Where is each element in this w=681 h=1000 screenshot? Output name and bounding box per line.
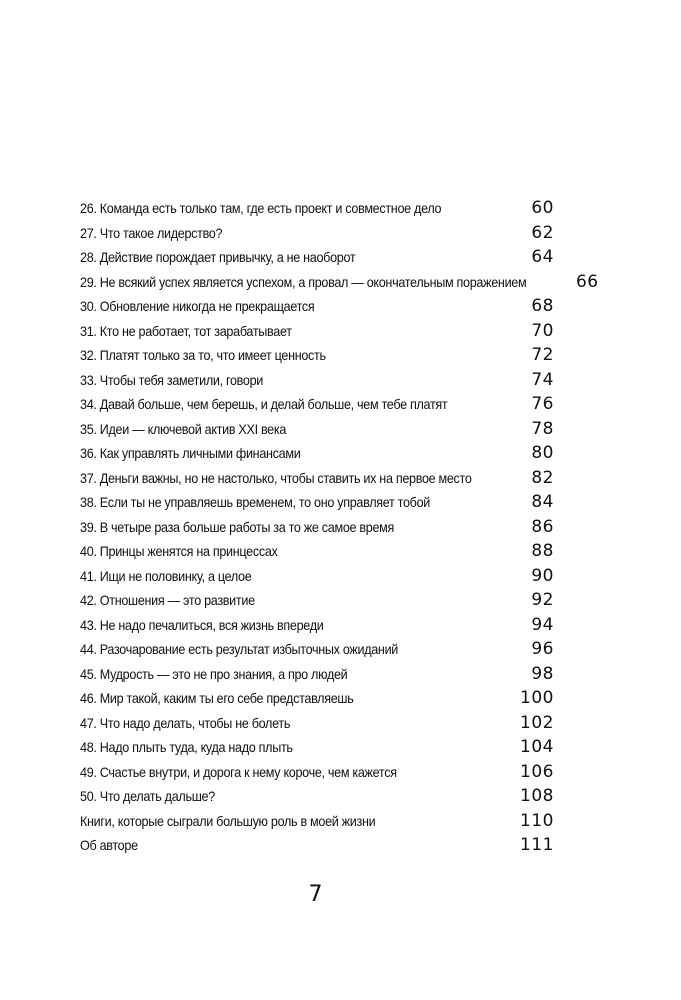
toc-entry-title: 37. Деньги важны, но не настолько, чтобы ставить их на первое место [80,469,472,486]
toc-entry-page: 92 [531,590,554,610]
toc-entry-page: 88 [531,541,554,561]
toc-entry-page: 106 [520,761,554,782]
toc-entry-title: 29. Не всякий успех является успехом, а провал — окончательным поражением [80,273,527,290]
toc-entry-title: 36. Как управлять личными финансами [80,445,301,461]
toc-entry[interactable] [80,417,554,442]
toc-entry[interactable] [80,270,599,295]
toc-entry[interactable] [80,196,554,221]
toc-entry-title: 32. Платят только за то, что имеет ценность [80,347,326,363]
toc-entry-title: 26. Команда есть только там, где есть проект и совместное дело [80,200,442,216]
toc-entry[interactable] [80,760,554,785]
table-of-contents [80,196,599,858]
toc-entry-page: 72 [531,345,554,365]
toc-entry[interactable] [80,711,554,736]
toc-entry-page: 98 [531,663,554,684]
toc-entry[interactable] [80,833,554,858]
toc-entry-title: 50. Что делать дальше? [80,788,215,804]
toc-entry[interactable] [80,662,554,687]
toc-entry-page: 108 [520,786,554,806]
toc-entry-page: 104 [520,737,554,757]
toc-entry-page: 62 [531,222,554,243]
toc-entry-page: 74 [531,369,554,390]
toc-entry-page: 96 [531,639,554,659]
toc-entry-title: 44. Разочарование есть результат избыточных ожиданий [80,641,399,657]
toc-entry-title: 28. Действие порождает привычку, а не наоборот [80,249,356,265]
toc-entry[interactable] [80,441,554,466]
toc-entry[interactable] [80,539,554,564]
toc-entry[interactable] [80,245,554,270]
toc-entry-title: 27. Что такое лидерство? [80,224,223,241]
toc-entry-title: 45. Мудрость — это не про знания, а про людей [80,665,348,682]
toc-entry-page: 111 [520,835,554,855]
toc-entry-title: 33. Чтобы тебя заметили, говори [80,371,263,388]
toc-entry-title: 31. Кто не работает, тот зарабатывает [80,322,292,339]
toc-entry-page: 84 [531,492,554,512]
toc-entry[interactable] [80,564,554,589]
toc-entry-page: 90 [531,565,554,586]
toc-entry-title: 41. Ищи не половинку, а целое [80,567,252,584]
toc-entry-title: 39. В четыре раза больше работы за то же самое время [80,518,395,535]
toc-entry-page: 110 [520,810,554,831]
toc-entry[interactable] [80,686,554,711]
toc-entry[interactable] [80,294,554,319]
toc-entry-title: 40. Принцы женятся на принцессах [80,543,278,559]
toc-entry[interactable] [80,368,554,393]
toc-entry[interactable] [80,588,554,613]
toc-entry-page: 76 [531,394,554,414]
toc-entry-page: 94 [531,614,554,635]
toc-entry-title: 35. Идеи — ключевой актив XXI века [80,420,287,437]
toc-entry-page: 70 [531,320,554,341]
toc-entry-page: 86 [531,516,554,537]
toc-entry-page: 80 [531,443,554,463]
toc-entry[interactable] [80,466,554,491]
toc-entry-title: 43. Не надо печалиться, вся жизнь впереди [80,616,324,633]
toc-entry-page: 60 [531,198,554,218]
toc-entry-page: 100 [520,688,554,708]
toc-entry[interactable] [80,515,554,540]
toc-entry[interactable] [80,221,554,246]
toc-entry-page: 68 [531,296,554,316]
toc-entry-page: 66 [575,271,599,292]
toc-entry[interactable] [80,490,554,515]
toc-entry-title: 30. Обновление никогда не прекращается [80,298,315,314]
toc-entry-page: 102 [520,712,554,733]
toc-entry-page: 78 [531,418,554,439]
toc-entry-title: 38. Если ты не управляешь временем, то оно управляет тобой [80,494,431,510]
toc-entry-title: 34. Давай больше, чем берешь, и делай больше, чем тебе платят [80,396,448,412]
toc-entry[interactable] [80,637,554,662]
toc-entry[interactable] [80,392,554,417]
toc-entry-title: Книги, которые сыграли большую роль в моей жизни [80,812,376,829]
toc-entry-title: Об авторе [80,837,138,853]
toc-entry-title: 48. Надо плыть туда, куда надо плыть [80,739,293,755]
toc-entry[interactable] [80,784,554,809]
toc-entry-page: 64 [531,247,554,267]
toc-entry-page: 82 [531,467,554,488]
toc-entry[interactable] [80,319,554,344]
toc-entry[interactable] [80,809,554,834]
toc-entry-title: 49. Счастье внутри, и дорога к нему короче, чем кажется [80,763,397,780]
toc-entry-title: 42. Отношения — это развитие [80,592,255,608]
toc-entry-title: 46. Мир такой, каким ты его себе представляешь [80,690,354,706]
toc-entry[interactable] [80,613,554,638]
toc-entry[interactable] [80,735,554,760]
toc-entry[interactable] [80,343,554,368]
toc-entry-title: 47. Что надо делать, чтобы не болеть [80,714,291,731]
page-number: 7 [308,882,323,907]
